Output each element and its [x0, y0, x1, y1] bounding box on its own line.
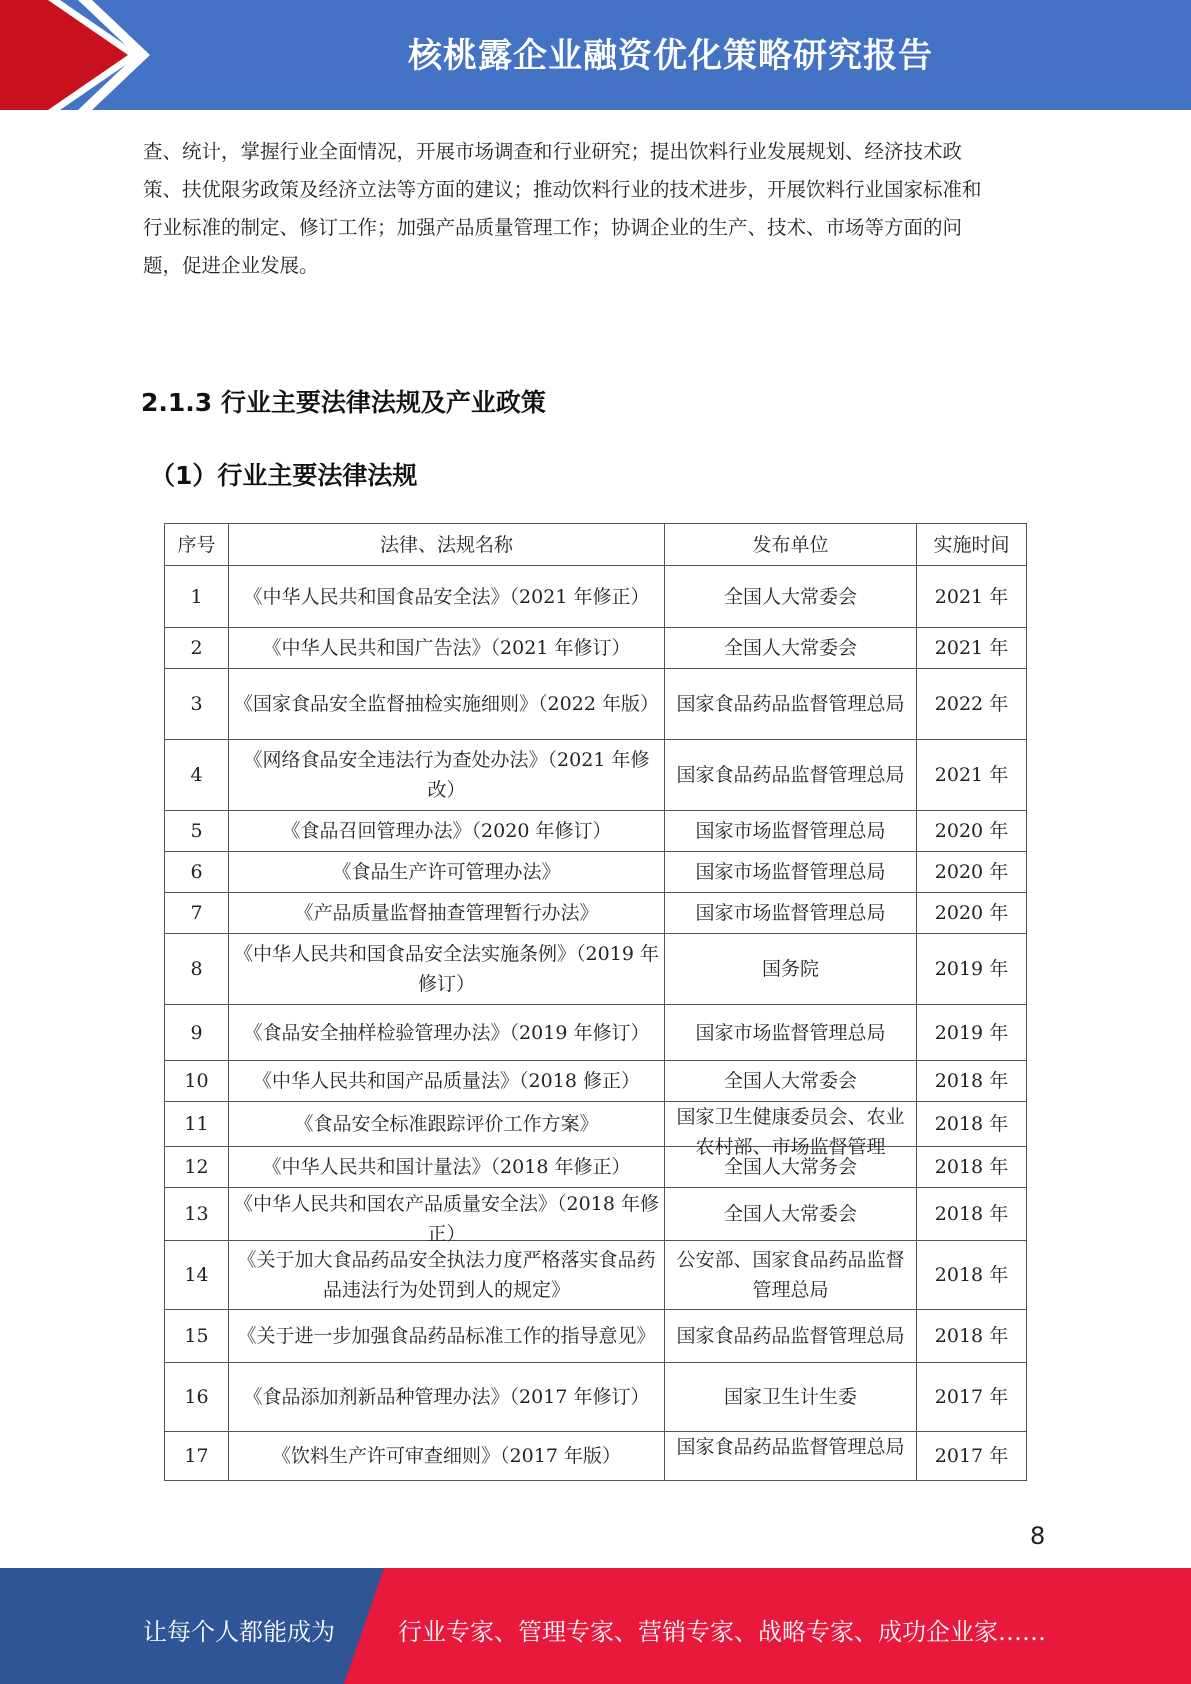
- cell-org-text: 国家市场监督管理总局: [695, 820, 886, 842]
- table-row: [165, 669, 1027, 740]
- cell-name-text: 《食品添加剂新品种管理办法》（2017 年修订）: [243, 1386, 650, 1408]
- cell-org: [665, 893, 917, 934]
- cell-org-text: 国家卫生健康委员会、农业农村部、市场监督管理: [676, 1106, 905, 1158]
- cell-no: 11: [165, 1102, 229, 1147]
- cell-name: [229, 1061, 665, 1102]
- cell-name-text: 《中华人民共和国产品质量法》（2018 修正）: [253, 1070, 640, 1092]
- cell-org: [665, 1310, 917, 1363]
- table-row: [165, 1188, 1027, 1241]
- cell-date: 2018 年: [917, 1241, 1027, 1310]
- report-title: 核桃露企业融资优化策略研究报告: [408, 36, 933, 76]
- table-row: [165, 811, 1027, 852]
- cell-org: [665, 934, 917, 1005]
- cell-date: 2017 年: [917, 1432, 1027, 1481]
- cell-name: [229, 1241, 665, 1310]
- cell-org: [665, 1005, 917, 1061]
- cell-org: [665, 1061, 917, 1102]
- cell-org-text: 国家市场监督管理总局: [695, 1021, 886, 1044]
- cell-org-text: 公安部、国家食品药品监督管理总局: [676, 1249, 905, 1301]
- cell-name-text: 《中华人民共和国食品安全法实施条例》（2019 年修订）: [234, 943, 659, 995]
- cell-org-text: 国家食品药品监督管理总局: [676, 764, 905, 786]
- cell-date: 2021 年: [917, 566, 1027, 628]
- cell-name: [229, 669, 665, 740]
- table-row: [165, 1363, 1027, 1432]
- page-number: 8: [1030, 1522, 1046, 1550]
- table-row: [165, 934, 1027, 1005]
- cell-no: 14: [165, 1241, 229, 1310]
- cell-org: [665, 740, 917, 811]
- cell-name: [229, 893, 665, 934]
- table-row: [165, 566, 1027, 628]
- cell-org-text: 国务院: [761, 958, 819, 980]
- cell-date: 2020 年: [917, 811, 1027, 852]
- cell-no: 10: [165, 1061, 229, 1102]
- cell-org: [665, 1102, 917, 1158]
- cell-org-text: 全国人大常委会: [723, 1070, 857, 1092]
- cell-date: 2018 年: [917, 1188, 1027, 1241]
- cell-name: [229, 811, 665, 852]
- table-row: [165, 852, 1027, 893]
- table-row: [165, 1061, 1027, 1102]
- cell-name: [229, 852, 665, 893]
- cell-org: [665, 852, 917, 893]
- cell-date: 2020 年: [917, 893, 1027, 934]
- cell-org-text: 全国人大常委会: [723, 637, 857, 659]
- table-row: [165, 628, 1027, 669]
- cell-org-text: 国家市场监督管理总局: [695, 861, 886, 883]
- header-cell-no: 序号: [165, 524, 229, 566]
- header-banner: [0, 0, 1191, 110]
- cell-org-text: 全国人大常委会: [723, 1203, 857, 1225]
- footer-banner: [0, 1568, 1191, 1684]
- cell-no: 16: [165, 1363, 229, 1432]
- laws-table-container: [164, 523, 1026, 1486]
- cell-org: [665, 1363, 917, 1432]
- cell-org-text: 全国人大常务会: [723, 1156, 857, 1178]
- cell-name-text: 《国家食品安全监督抽检实施细则》（2022 年版）: [234, 693, 659, 715]
- cell-date: 2019 年: [917, 1005, 1027, 1061]
- cell-name-text: 《食品召回管理办法》（2020 年修订）: [281, 820, 612, 842]
- body-paragraph: [143, 133, 1048, 285]
- cell-date: 2019 年: [917, 934, 1027, 1005]
- cell-name-text: 《中华人民共和国食品安全法》（2021 年修正）: [243, 585, 650, 608]
- cell-no: 7: [165, 893, 229, 934]
- cell-no: 13: [165, 1188, 229, 1241]
- cell-org-text: 国家食品药品监督管理总局: [676, 1325, 905, 1347]
- cell-name: [229, 628, 665, 669]
- cell-name-text: 《中华人民共和国广告法》（2021 年修订）: [262, 637, 631, 659]
- paragraph-line: 行业标准的制定、修订工作；加强产品质量管理工作；协调企业的生产、技术、市场等方面的问: [143, 216, 963, 239]
- cell-name: [229, 1102, 665, 1147]
- footer-slogan-right: 行业专家、管理专家、营销专家、战略专家、成功企业家……: [398, 1618, 1046, 1646]
- cell-no: 2: [165, 628, 229, 669]
- cell-no: 17: [165, 1432, 229, 1481]
- cell-name: [229, 934, 665, 1005]
- table-row: [165, 1005, 1027, 1061]
- table-row: [165, 740, 1027, 811]
- cell-name-text: 《中华人民共和国计量法》（2018 年修正）: [262, 1156, 631, 1178]
- cell-no: 5: [165, 811, 229, 852]
- cell-org: [665, 628, 917, 669]
- footer-slogan-left: 让每个人都能成为: [143, 1618, 335, 1646]
- cell-name: [229, 566, 665, 628]
- cell-org: [665, 566, 917, 628]
- laws-table: [164, 523, 1027, 1481]
- cell-name: [229, 1363, 665, 1432]
- cell-no: 3: [165, 669, 229, 740]
- cell-no: 15: [165, 1310, 229, 1363]
- header-cell-org: 发布单位: [665, 524, 917, 566]
- cell-date: 2018 年: [917, 1102, 1027, 1147]
- cell-no: 8: [165, 934, 229, 1005]
- cell-name-text: 《关于进一步加强食品药品标准工作的指导意见》: [237, 1325, 656, 1347]
- cell-no: 4: [165, 740, 229, 811]
- table-row: [165, 1147, 1027, 1188]
- cell-date: 2020 年: [917, 852, 1027, 893]
- cell-no: 9: [165, 1005, 229, 1061]
- cell-name: [229, 1147, 665, 1188]
- subsection-heading: （1）行业主要法律法规: [150, 461, 418, 490]
- table-row: [165, 1310, 1027, 1363]
- cell-org: [665, 1432, 917, 1481]
- cell-org-text: 国家卫生计生委: [723, 1386, 857, 1408]
- cell-org-text: 全国人大常委会: [723, 585, 857, 608]
- paragraph-line: 策、扶优限劣政策及经济立法等方面的建议；推动饮料行业的技术进步，开展饮料行业国家标准和: [143, 178, 982, 201]
- cell-no: 6: [165, 852, 229, 893]
- cell-name: [229, 1005, 665, 1061]
- cell-name: [229, 740, 665, 811]
- cell-date: 2018 年: [917, 1147, 1027, 1188]
- cell-org: [665, 811, 917, 852]
- cell-name: [229, 1432, 665, 1481]
- paragraph-line: 查、统计，掌握行业全面情况，开展市场调查和行业研究；提出饮料行业发展规划、经济技术政: [143, 140, 963, 163]
- cell-date: 2022 年: [917, 669, 1027, 740]
- table-header-row: [165, 524, 1027, 566]
- table-row: [165, 893, 1027, 934]
- cell-no: 1: [165, 566, 229, 628]
- cell-name-text: 《产品质量监督抽查管理暂行办法》: [294, 902, 599, 924]
- cell-name-text: 《关于加大食品药品安全执法力度严格落实食品药品违法行为处罚到人的规定》: [237, 1249, 656, 1301]
- cell-date: 2021 年: [917, 740, 1027, 811]
- cell-org: [665, 1188, 917, 1241]
- cell-date: 2018 年: [917, 1310, 1027, 1363]
- cell-name: [229, 1188, 665, 1245]
- table-row: [165, 1102, 1027, 1147]
- cell-name-text: 《网络食品安全违法行为查处办法》（2021 年修改）: [243, 749, 650, 801]
- header-cell-name: 法律、法规名称: [229, 524, 665, 566]
- cell-name-text: 《饮料生产许可审查细则》（2017 年版）: [272, 1445, 621, 1467]
- cell-org-text: 国家食品药品监督管理总局: [676, 1436, 905, 1458]
- paragraph-line: 题，促进企业发展。: [143, 254, 319, 277]
- cell-org-text: 国家市场监督管理总局: [695, 902, 886, 924]
- cell-name-text: 《食品安全标准跟踪评价工作方案》: [294, 1113, 599, 1135]
- header-cell-date: 实施时间: [917, 524, 1027, 566]
- cell-date: 2021 年: [917, 628, 1027, 669]
- cell-date: 2018 年: [917, 1061, 1027, 1102]
- cell-name-text: 《食品生产许可管理办法》: [332, 861, 561, 883]
- cell-name: [229, 1310, 665, 1363]
- cell-name-text: 《食品安全抽样检验管理办法》（2019 年修订）: [243, 1021, 650, 1044]
- cell-org: [665, 669, 917, 740]
- table-row: [165, 1432, 1027, 1481]
- table-row: [165, 1241, 1027, 1310]
- cell-date: 2017 年: [917, 1363, 1027, 1432]
- section-heading: 2.1.3 行业主要法律法规及产业政策: [141, 388, 546, 417]
- cell-org-text: 国家食品药品监督管理总局: [676, 693, 905, 715]
- cell-no: 12: [165, 1147, 229, 1188]
- cell-org: [665, 1241, 917, 1310]
- cell-name-text: 《中华人民共和国农产品质量安全法》（2018 年修正）: [234, 1192, 659, 1245]
